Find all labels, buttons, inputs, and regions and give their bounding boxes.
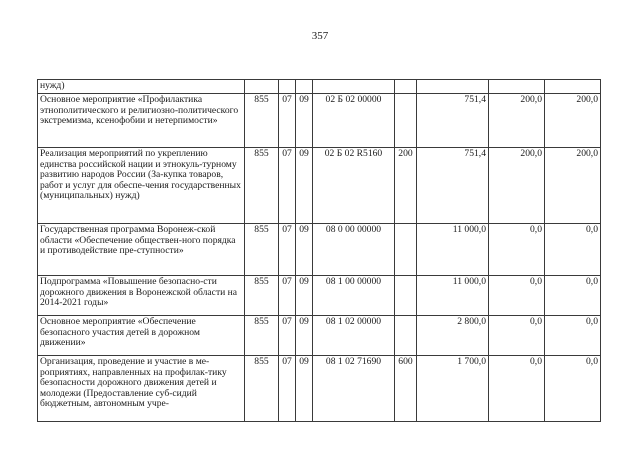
row-name: Основное мероприятие «Обеспечение безопасного участия детей в дорожном движении»	[38, 316, 245, 356]
amount-year-1	[417, 80, 489, 94]
section-code: 07	[279, 94, 296, 148]
section-code	[279, 80, 296, 94]
row-name: Государственная программа Воронеж-ской области «Обеспечение обществен-ного порядка и противодействие пре-ступности»	[38, 224, 245, 276]
amount-year-2: 0,0	[489, 276, 545, 316]
page-number: 357	[311, 30, 329, 42]
amount-year-1: 2 800,0	[417, 316, 489, 356]
table-row	[38, 94, 601, 148]
row-name: Реализация мероприятий по укреплению единства российской нации и этнокуль-турному развитию народов России (За-купка товаров, работ и услуг для обеспе-чения государственных (муниципальных) нужд)	[38, 148, 245, 224]
row-name: Подпрограмма «Повышение безопасно-сти дорожного движения в Воронежской области на 2014-2021 годы»	[38, 276, 245, 316]
table-row	[38, 224, 601, 276]
expense-type-code	[395, 80, 417, 94]
subsection-code: 09	[296, 148, 313, 224]
row-name: Организация, проведение и участие в ме-роприятиях, направленных на профилак-тику безопасности дорожного движения детей и молодежи (Предоставление суб-сидий бюджетным, автономным учре-	[38, 356, 245, 422]
subsection-code: 09	[296, 316, 313, 356]
subsection-code	[296, 80, 313, 94]
amount-year-3: 200,0	[545, 94, 601, 148]
target-article-code: 02 Б 02 R5160	[313, 148, 395, 224]
table-row	[38, 276, 601, 316]
table-row	[38, 316, 601, 356]
amount-year-2: 0,0	[489, 316, 545, 356]
amount-year-2: 0,0	[489, 356, 545, 422]
amount-year-1: 751,4	[417, 94, 489, 148]
amount-year-2: 200,0	[489, 148, 545, 224]
grbs-code: 855	[245, 356, 279, 422]
table-row	[38, 356, 601, 422]
subsection-code: 09	[296, 224, 313, 276]
target-article-code: 02 Б 02 00000	[313, 94, 395, 148]
amount-year-3: 0,0	[545, 316, 601, 356]
target-article-code	[313, 80, 395, 94]
grbs-code: 855	[245, 224, 279, 276]
section-code: 07	[279, 276, 296, 316]
amount-year-2: 200,0	[489, 94, 545, 148]
section-code: 07	[279, 316, 296, 356]
amount-year-2	[489, 80, 545, 94]
expense-type-code: 600	[395, 356, 417, 422]
row-name: нужд)	[38, 80, 245, 94]
target-article-code: 08 1 02 71690	[313, 356, 395, 422]
target-article-code: 08 1 00 00000	[313, 276, 395, 316]
expense-type-code	[395, 224, 417, 276]
section-code: 07	[279, 148, 296, 224]
grbs-code: 855	[245, 94, 279, 148]
amount-year-1: 11 000,0	[417, 224, 489, 276]
row-name: Основное мероприятие «Профилактика этнополитического и религиозно-политического экстремизма, ксенофобии и нетерпимости»	[38, 94, 245, 148]
target-article-code: 08 0 00 00000	[313, 224, 395, 276]
amount-year-1: 1 700,0	[417, 356, 489, 422]
subsection-code: 09	[296, 356, 313, 422]
amount-year-3: 0,0	[545, 224, 601, 276]
amount-year-2: 0,0	[489, 224, 545, 276]
expense-type-code	[395, 94, 417, 148]
grbs-code	[245, 80, 279, 94]
subsection-code: 09	[296, 94, 313, 148]
target-article-code: 08 1 02 00000	[313, 316, 395, 356]
amount-year-3: 0,0	[545, 276, 601, 316]
table-row	[38, 80, 601, 94]
table-row	[38, 148, 601, 224]
amount-year-3: 0,0	[545, 356, 601, 422]
subsection-code: 09	[296, 276, 313, 316]
grbs-code: 855	[245, 316, 279, 356]
grbs-code: 855	[245, 148, 279, 224]
expense-type-code: 200	[395, 148, 417, 224]
grbs-code: 855	[245, 276, 279, 316]
amount-year-1: 11 000,0	[417, 276, 489, 316]
amount-year-1: 751,4	[417, 148, 489, 224]
expense-type-code	[395, 316, 417, 356]
expense-type-code	[395, 276, 417, 316]
section-code: 07	[279, 356, 296, 422]
budget-table	[37, 79, 601, 422]
amount-year-3	[545, 80, 601, 94]
section-code: 07	[279, 224, 296, 276]
amount-year-3: 200,0	[545, 148, 601, 224]
